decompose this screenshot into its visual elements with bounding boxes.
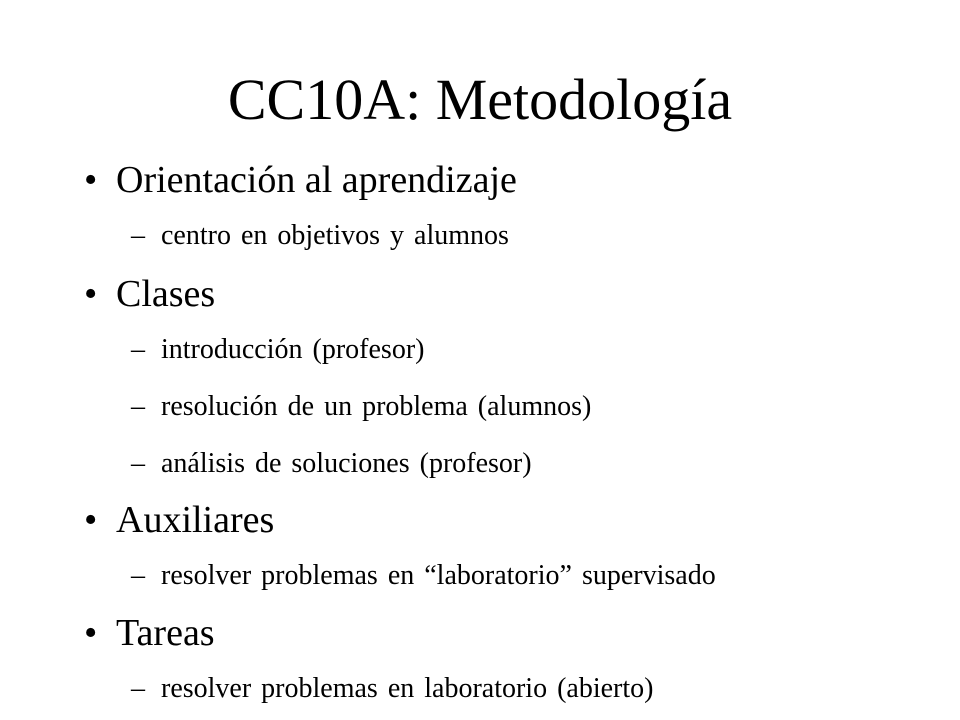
dash-marker: –	[131, 220, 145, 251]
sub-bullet-item	[131, 390, 591, 424]
dash-marker: –	[131, 334, 145, 365]
sub-bullet-item	[131, 447, 532, 481]
bullet-text: Auxiliares	[116, 499, 275, 541]
bullet-text: Clases	[116, 273, 216, 315]
bullet-item	[84, 272, 215, 316]
bullet-marker: •	[84, 273, 98, 315]
sub-bullet-item	[131, 559, 716, 593]
sub-bullet-item	[131, 219, 509, 253]
bullet-marker: •	[84, 499, 98, 541]
bullet-item	[84, 611, 215, 655]
sub-bullet-text: resolución de un problema (alumnos)	[161, 391, 592, 422]
sub-bullet-text: resolver problemas en laboratorio (abierto)	[161, 673, 654, 704]
sub-bullet-item	[131, 672, 653, 706]
slide-title: CC10A: Metodología	[227, 67, 733, 132]
bullet-item	[84, 158, 517, 202]
bullet-marker: •	[84, 612, 98, 654]
dash-marker: –	[131, 448, 145, 479]
sub-bullet-text: resolver problemas en “laboratorio” supervisado	[161, 560, 716, 591]
sub-bullet-text: introducción (profesor)	[161, 334, 425, 365]
dash-marker: –	[131, 391, 145, 422]
sub-bullet-text: análisis de soluciones (profesor)	[161, 448, 532, 479]
bullet-text: Orientación al aprendizaje	[116, 159, 517, 201]
sub-bullet-item	[131, 333, 424, 367]
dash-marker: –	[131, 560, 145, 591]
bullet-text: Tareas	[116, 612, 215, 654]
bullet-item	[84, 498, 274, 542]
sub-bullet-text: centro en objetivos y alumnos	[161, 220, 509, 251]
dash-marker: –	[131, 673, 145, 704]
bullet-marker: •	[84, 159, 98, 201]
